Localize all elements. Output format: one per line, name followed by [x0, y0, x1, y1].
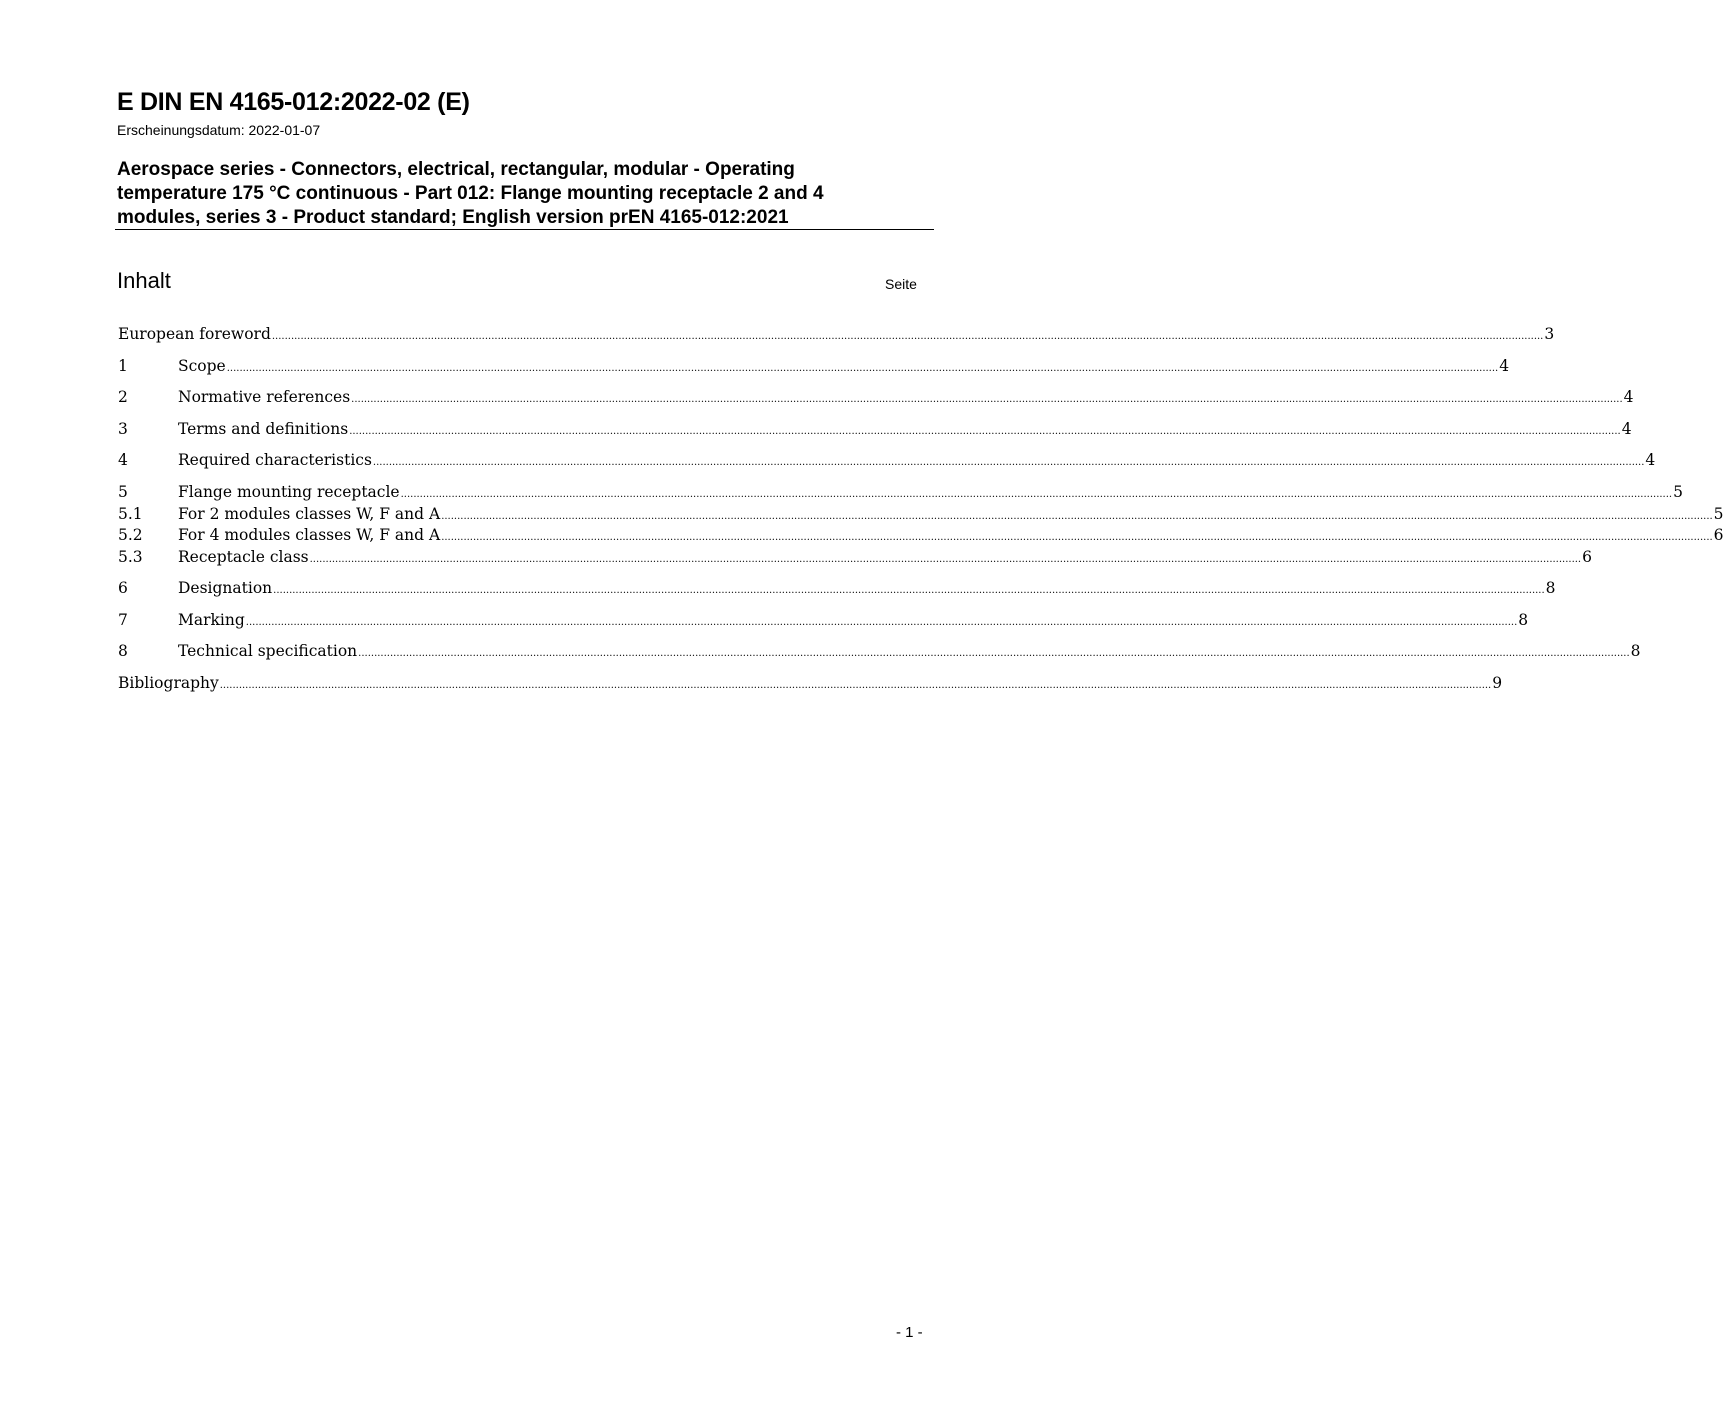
toc-entry[interactable] — [118, 388, 1634, 408]
toc-entry-title: For 4 modules classes W, F and A — [178, 526, 441, 544]
toc-entry-page: 6 — [1713, 526, 1724, 544]
toc-entry-title: Required characteristics — [178, 451, 372, 469]
toc-entry-number: 4 — [118, 451, 128, 469]
toc-entry-page: 4 — [1623, 388, 1634, 406]
title-divider — [115, 229, 934, 230]
dot-leader: ................................................................................................................................................................................................................................................................................................................................................................................................................ — [309, 554, 1582, 565]
toc-entry[interactable] — [118, 325, 1555, 345]
toc-entry[interactable] — [118, 579, 1556, 599]
toc-entry-title: Flange mounting receptacle — [178, 483, 400, 501]
toc-entry-page: 5 — [1713, 505, 1724, 523]
dot-leader: ................................................................................................................................................................................................................................................................................................................................................................................................................ — [226, 363, 1499, 374]
dot-leader: ................................................................................................................................................................................................................................................................................................................................................................................................................ — [219, 680, 1492, 691]
dot-leader: ................................................................................................................................................................................................................................................................................................................................................................................................................ — [358, 648, 1630, 659]
toc-entry[interactable] — [118, 611, 1529, 631]
document-code: E DIN EN 4165-012:2022-02 (E) — [117, 88, 470, 116]
toc-entry-title: Marking — [178, 611, 245, 629]
toc-entry[interactable] — [118, 548, 1592, 568]
toc-entry[interactable] — [118, 420, 1632, 440]
toc-entry-title: European foreword — [118, 325, 271, 343]
toc-entry-page: 9 — [1492, 674, 1503, 692]
dot-leader: ................................................................................................................................................................................................................................................................................................................................................................................................................ — [351, 394, 1623, 405]
dot-leader: ................................................................................................................................................................................................................................................................................................................................................................................................................ — [273, 585, 1545, 596]
toc-entry-page: 5 — [1673, 483, 1683, 501]
page-number: - 1 - — [896, 1324, 923, 1341]
dot-leader: ................................................................................................................................................................................................................................................................................................................................................................................................................ — [271, 331, 1544, 342]
dot-leader: ................................................................................................................................................................................................................................................................................................................................................................................................................ — [400, 489, 1673, 500]
toc-entry[interactable] — [118, 526, 1724, 546]
toc-entry[interactable] — [118, 642, 1641, 662]
toc-entry-title: Technical specification — [178, 642, 358, 660]
toc-entry[interactable] — [118, 483, 1683, 503]
toc-entry-number: 5.2 — [118, 526, 143, 544]
toc-entry-number: 7 — [118, 611, 128, 629]
toc-entry-page: 4 — [1499, 357, 1510, 375]
toc-entry-number: 5 — [118, 483, 128, 501]
toc-entry-title: Scope — [178, 357, 226, 375]
toc-entry-title: Receptacle class — [178, 548, 309, 566]
toc-entry-number: 6 — [118, 579, 128, 597]
publication-date: Erscheinungsdatum: 2022-01-07 — [117, 122, 321, 138]
toc-entry[interactable] — [118, 674, 1503, 694]
toc-entry-number: 2 — [118, 388, 128, 406]
dot-leader: ................................................................................................................................................................................................................................................................................................................................................................................................................ — [441, 532, 1713, 543]
toc-entry-number: 8 — [118, 642, 128, 660]
toc-entry-number: 3 — [118, 420, 128, 438]
toc-entry[interactable] — [118, 505, 1724, 525]
toc-entry-title: Bibliography — [118, 674, 219, 692]
toc-page-column-label: Seite — [885, 276, 917, 292]
toc-entry-page: 6 — [1582, 548, 1592, 566]
toc-entry[interactable] — [118, 451, 1656, 471]
toc-entry-page: 3 — [1544, 325, 1555, 343]
toc-entry-page: 8 — [1545, 579, 1556, 597]
dot-leader: ................................................................................................................................................................................................................................................................................................................................................................................................................ — [245, 617, 1518, 628]
toc-entry-title: Terms and definitions — [178, 420, 349, 438]
toc-entry-page: 4 — [1645, 451, 1656, 469]
dot-leader: ................................................................................................................................................................................................................................................................................................................................................................................................................ — [441, 511, 1713, 522]
toc-entry-page: 4 — [1621, 420, 1632, 438]
toc-entry-title: Normative references — [178, 388, 351, 406]
toc-heading: Inhalt — [117, 268, 171, 293]
dot-leader: ................................................................................................................................................................................................................................................................................................................................................................................................................ — [372, 457, 1645, 468]
toc-entry-number: 5.3 — [118, 548, 143, 566]
dot-leader: ................................................................................................................................................................................................................................................................................................................................................................................................................ — [349, 426, 1621, 437]
toc-entry[interactable] — [118, 357, 1510, 377]
toc-entry-title: Designation — [178, 579, 273, 597]
toc-entry-number: 5.1 — [118, 505, 143, 523]
toc-entry-title: For 2 modules classes W, F and A — [178, 505, 441, 523]
document-title: Aerospace series - Connectors, electrical, rectangular, modular - Operating temperature 175 °C continuous - Part 012: Flange mounting receptacle 2 and 4 modules, series 3 - Product standard; English version prEN 4165-012:2021 — [117, 159, 824, 228]
toc-entry-page: 8 — [1518, 611, 1529, 629]
toc-entry-number: 1 — [118, 357, 128, 375]
toc-entry-page: 8 — [1630, 642, 1641, 660]
